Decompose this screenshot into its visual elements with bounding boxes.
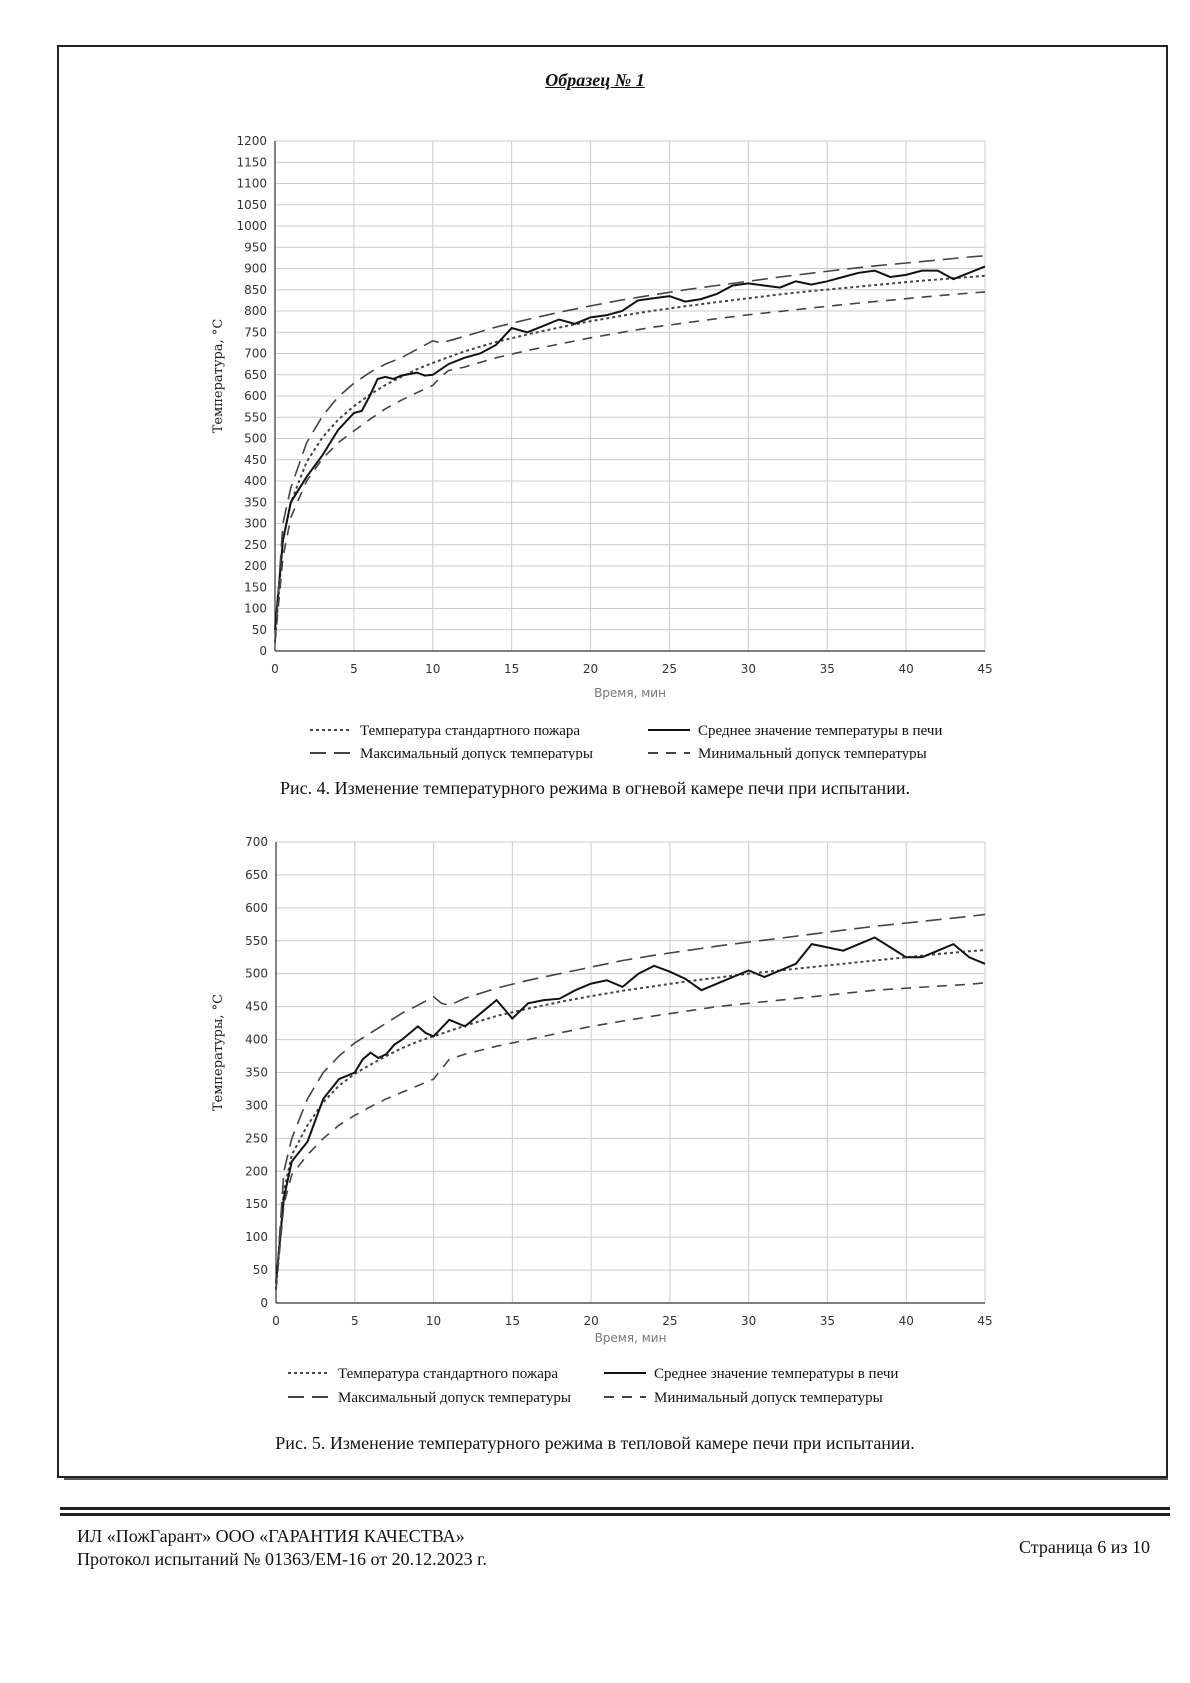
y-tick-label: 300 [245, 1098, 268, 1113]
x-tick-label: 45 [977, 1314, 993, 1328]
y-tick-label: 150 [244, 580, 267, 595]
x-tick-label: 25 [662, 1314, 678, 1328]
y-tick-label: 550 [244, 410, 267, 425]
footer-protocol: Протокол испытаний № 01363/ЕМ-16 от 20.12.2023 г. [77, 1549, 487, 1569]
legend-label-min: Минимальный допуск температуры [698, 746, 927, 760]
y-tick-label: 750 [244, 325, 267, 340]
y-tick-label: 0 [259, 644, 267, 658]
footer-organization: ИЛ «ПожГарант» ООО «ГАРАНТИЯ КАЧЕСТВА» [77, 1526, 465, 1546]
x-tick-label: 0 [272, 1314, 280, 1328]
plot-area [211, 835, 993, 1345]
y-tick-label: 1150 [236, 155, 267, 170]
x-tick-label: 30 [740, 662, 756, 676]
x-tick-label: 30 [741, 1314, 757, 1328]
x-tick-label: 5 [350, 662, 358, 676]
y-tick-label: 350 [245, 1065, 268, 1080]
x-tick-label: 0 [271, 662, 279, 676]
figure4-caption: Рис. 4. Изменение температурного режима в огневой камере печи при испытании. [280, 778, 910, 798]
sample-title: Образец № 1 [545, 70, 645, 90]
x-tick-label: 35 [819, 1314, 836, 1328]
y-tick-label: 100 [245, 1230, 268, 1245]
y-tick-label: 100 [244, 601, 267, 616]
y-tick-label: 50 [252, 1263, 268, 1278]
x-tick-label: 25 [661, 662, 678, 676]
x-tick-label: 15 [504, 1314, 520, 1328]
y-tick-label: 200 [245, 1164, 268, 1179]
y-tick-label: 450 [244, 452, 267, 467]
y-tick-label: 50 [251, 622, 267, 637]
y-tick-label: 400 [244, 474, 267, 488]
y-tick-label: 900 [244, 261, 267, 276]
figure5-caption: Рис. 5. Изменение температурного режима в тепловой камере печи при испытании. [275, 1433, 915, 1453]
y-tick-label: 600 [245, 900, 268, 915]
y-tick-label: 650 [245, 867, 268, 882]
y-tick-label: 650 [244, 367, 267, 382]
legend-label-standard: Температура стандартного пожара [338, 1366, 559, 1382]
y-tick-label: 150 [245, 1197, 268, 1212]
y-tick-label: 700 [245, 835, 268, 849]
y-axis-label: Температуры, °С [211, 993, 226, 1112]
x-tick-label: 10 [425, 662, 441, 676]
x-axis-label: Время, мин [594, 1331, 667, 1345]
x-tick-label: 40 [898, 1314, 914, 1328]
frame-shadow [64, 1478, 1168, 1480]
y-axis-label: Температура, °С [211, 318, 226, 434]
series-line-standard [276, 950, 985, 1290]
footer-org-block [77, 1525, 487, 1571]
y-tick-label: 1200 [236, 134, 267, 148]
legend-label-max: Максимальный допуск температуры [360, 746, 593, 760]
x-tick-label: 15 [504, 662, 520, 676]
y-tick-label: 250 [244, 537, 267, 552]
x-tick-label: 20 [583, 1314, 599, 1328]
y-tick-label: 400 [245, 1032, 268, 1047]
y-tick-label: 0 [260, 1296, 268, 1310]
x-axis-label: Время, мин [594, 686, 666, 700]
x-tick-label: 5 [350, 1314, 359, 1328]
footer-rule-double [60, 1513, 1170, 1516]
y-tick-label: 1000 [236, 219, 267, 233]
x-tick-label: 35 [819, 662, 835, 676]
footer-rule [60, 1507, 1170, 1510]
x-tick-label: 20 [582, 662, 599, 676]
x-tick-label: 45 [977, 662, 993, 676]
y-tick-label: 350 [244, 495, 267, 510]
legend-label-average: Среднее значение температуры в печи [698, 723, 943, 739]
footer-page-number: Страница 6 из 10 [1019, 1537, 1150, 1557]
y-tick-label: 500 [244, 431, 267, 446]
legend-label-average: Среднее значение температуры в печи [654, 1366, 899, 1382]
y-tick-label: 250 [245, 1131, 268, 1146]
x-tick-label: 40 [898, 662, 914, 676]
y-tick-label: 600 [244, 389, 267, 403]
y-tick-label: 1100 [236, 176, 267, 191]
y-tick-label: 950 [244, 240, 267, 255]
y-tick-label: 800 [244, 304, 267, 318]
legend-label-standard: Температура стандартного пожара [360, 723, 581, 739]
series-line-min [276, 983, 985, 1290]
legend-label-max: Максимальный допуск температуры [338, 1390, 571, 1406]
y-tick-label: 200 [244, 559, 267, 573]
y-tick-label: 1050 [236, 197, 267, 212]
y-tick-label: 500 [245, 966, 268, 981]
y-tick-label: 850 [244, 282, 267, 297]
y-tick-label: 450 [245, 999, 268, 1014]
x-tick-label: 10 [425, 1314, 442, 1328]
series-line-max [276, 914, 985, 1289]
y-tick-label: 550 [245, 933, 268, 948]
y-tick-label: 300 [244, 516, 267, 531]
legend [288, 1366, 898, 1406]
y-tick-label: 700 [244, 346, 267, 361]
legend-label-min: Минимальный допуск температуры [654, 1390, 883, 1406]
